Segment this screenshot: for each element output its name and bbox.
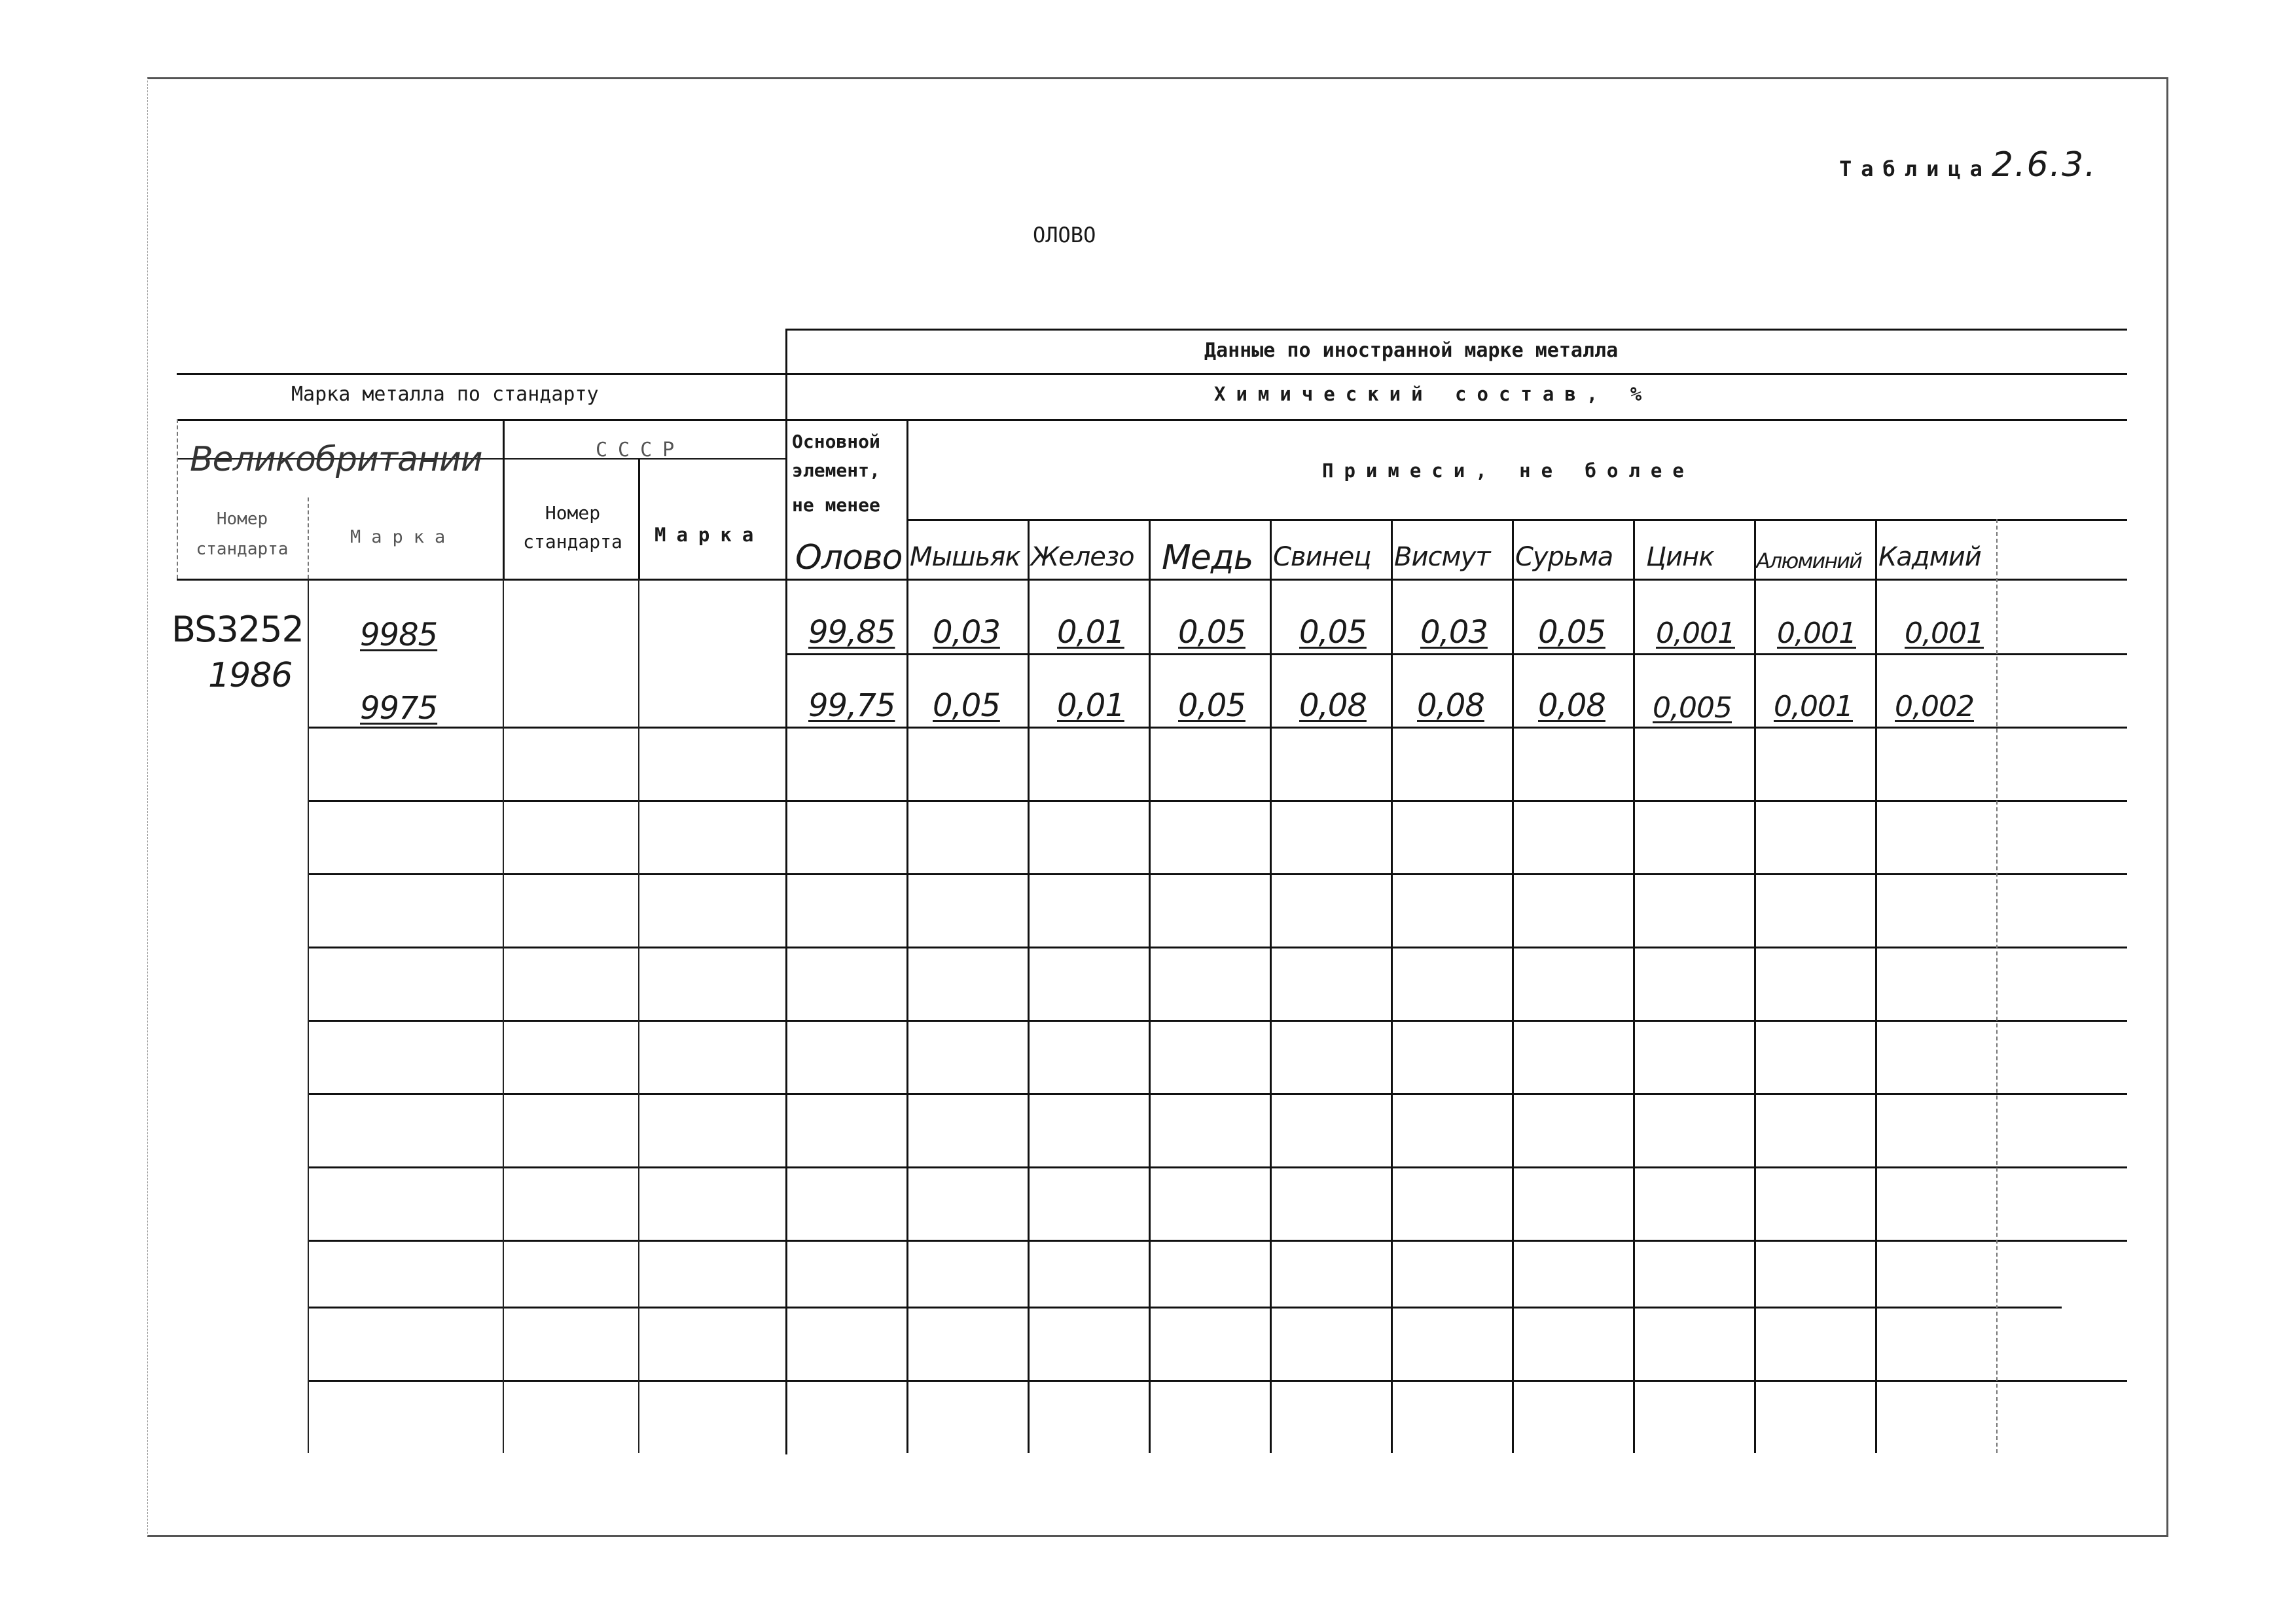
header-std-number-line: Номер — [216, 509, 268, 529]
cell-value: 0,05 — [1299, 614, 1367, 651]
cell-value: 0,08 — [1538, 687, 1605, 724]
header-chemical: Химический состав, % — [1214, 383, 1653, 405]
cell-value: 0,03 — [1420, 614, 1488, 651]
standard-year: 1986 — [208, 656, 293, 695]
standard-number: BS3252 — [171, 609, 304, 650]
cell-value: 0,005 — [1653, 691, 1732, 725]
cell-value: 0,01 — [1057, 687, 1124, 724]
cell-value: 0,01 — [1057, 614, 1124, 651]
cell-value: 0,05 — [1178, 614, 1246, 651]
header-ussr-grade: Марка — [655, 524, 764, 546]
column-header: Мышьяк — [910, 542, 1020, 572]
table-caption-number: 2.6.3. — [1991, 145, 2097, 185]
cell-value: 0,03 — [933, 614, 1000, 651]
header-foreign-data: Данные по иностранной марке металла — [1204, 339, 1619, 362]
header-main-element-line: не менее — [792, 494, 880, 516]
header-main-element-line: элемент, — [792, 460, 880, 481]
column-header: Олово — [795, 538, 903, 577]
header-ussr-std-number — [507, 499, 638, 556]
cell-value: 99,75 — [808, 687, 895, 724]
cell-value: 0,001 — [1777, 617, 1856, 650]
header-std-number — [177, 504, 308, 564]
row-grade: 9985 — [360, 617, 438, 653]
column-header: Цинк — [1646, 542, 1714, 572]
table-caption — [1839, 145, 2097, 185]
cell-value: 0,001 — [1905, 617, 1984, 650]
cell-value: 0,05 — [933, 687, 1000, 724]
header-impurities: Примеси, не более — [1322, 460, 1695, 482]
header-country: Великобритании — [190, 440, 482, 479]
header-ussr-std-number-line: Номер — [545, 502, 601, 524]
column-header: Свинец — [1273, 542, 1371, 572]
header-standard-grade: Марка металла по стандарту — [291, 383, 599, 406]
table-caption-prefix: Таблица — [1839, 156, 1992, 181]
cell-value: 0,001 — [1774, 690, 1853, 723]
cell-value: 0,05 — [1178, 687, 1246, 724]
column-header: Алюминий — [1756, 549, 1861, 573]
row-grade: 9975 — [360, 690, 438, 727]
cell-value: 0,05 — [1538, 614, 1605, 651]
column-header: Сурьма — [1515, 542, 1613, 572]
column-header: Висмут — [1394, 542, 1490, 572]
column-header: Медь — [1162, 538, 1253, 577]
column-header: Кадмий — [1878, 542, 1981, 572]
table-subject: ОЛОВО — [1033, 223, 1096, 247]
cell-value: 99,85 — [808, 614, 895, 651]
header-ussr: СССР — [596, 439, 685, 461]
cell-value: 0,08 — [1299, 687, 1367, 724]
cell-value: 0,002 — [1895, 690, 1974, 723]
header-main-element-line: Основной — [792, 431, 880, 452]
header-ussr-std-number-line: стандарта — [523, 531, 622, 552]
page-frame — [147, 77, 2168, 1537]
cell-value: 0,001 — [1656, 617, 1735, 650]
column-header: Железо — [1031, 542, 1134, 572]
cell-value: 0,08 — [1417, 687, 1484, 724]
header-std-number-line: стандарта — [196, 539, 289, 559]
header-grade: Марка — [350, 527, 456, 547]
